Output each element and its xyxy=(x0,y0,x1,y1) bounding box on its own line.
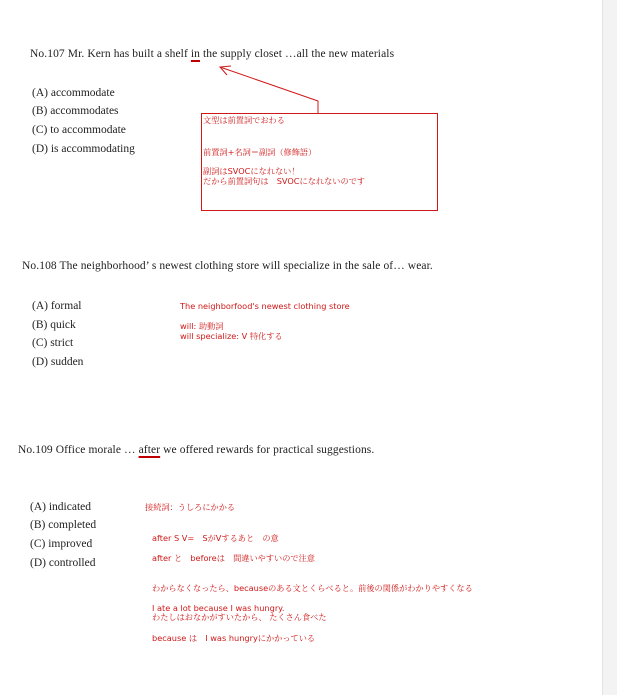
q108-note-1: The neighborfood's newest clothing store xyxy=(180,301,350,311)
q109-note-4: わからなくなったら、becauseのある文とくらべると。前後の関係がわかりやすくなる xyxy=(152,583,473,593)
q107-option-b: (B) accommodates xyxy=(32,105,119,117)
question-109 xyxy=(18,444,374,456)
q107-option-a: (A) accommodate xyxy=(32,87,115,99)
q109-option-d: (D) controlled xyxy=(30,557,96,569)
q107-note-1: 文型は前置詞でおわる xyxy=(203,115,285,125)
question-109-after-word: after xyxy=(138,444,161,456)
q107-option-d: (D) is accommodating xyxy=(32,143,135,155)
q108-option-b: (B) quick xyxy=(32,319,76,331)
question-107-in-word: in xyxy=(190,48,201,60)
q108-option-c: (C) strict xyxy=(32,337,74,349)
q107-option-c: (C) to accommodate xyxy=(32,124,126,136)
q108-note-2: will: 助動詞 xyxy=(180,321,224,331)
question-107-pre: No.107 Mr. Kern has built a shelf xyxy=(30,48,188,60)
question-107-post: the supply closet …all the new materials xyxy=(203,48,395,60)
q109-option-b: (B) completed xyxy=(30,519,97,531)
q108-option-d: (D) sudden xyxy=(32,356,84,368)
q109-note-2: after S V= SがVするあと の意 xyxy=(152,533,279,543)
q107-note-4: だから前置詞句は SVOCになれないのです xyxy=(203,176,366,186)
question-108: No.108 The neighborhood’ s newest clothing store will specialize in the sale of… wear. xyxy=(22,260,433,272)
q107-note-3: 副詞はSVOCになれない！ xyxy=(203,166,300,176)
q109-note-3: after と beforeは 間違いやすいので注意 xyxy=(152,553,315,563)
q108-note-3: will specialize: V 特化する xyxy=(180,331,283,341)
q109-note-1: 接続詞：うしろにかかる xyxy=(145,502,236,512)
q109-note-5: I ate a lot because I was hungry. xyxy=(152,603,285,613)
question-109-post: we offered rewards for practical suggestions. xyxy=(163,444,375,456)
q109-option-a: (A) indicated xyxy=(30,501,91,513)
q109-option-c: (C) improved xyxy=(30,538,93,550)
q109-note-7: because は I was hungryにかかっている xyxy=(152,633,316,643)
q109-note-6: わたしはおなかがすいたから、 たくさん食べた xyxy=(152,612,327,622)
q107-note-2: 前置詞+名詞＝副詞（修飾語） xyxy=(203,147,317,157)
question-109-pre: No.109 Office morale … xyxy=(18,444,136,456)
q108-option-a: (A) formal xyxy=(32,300,82,312)
